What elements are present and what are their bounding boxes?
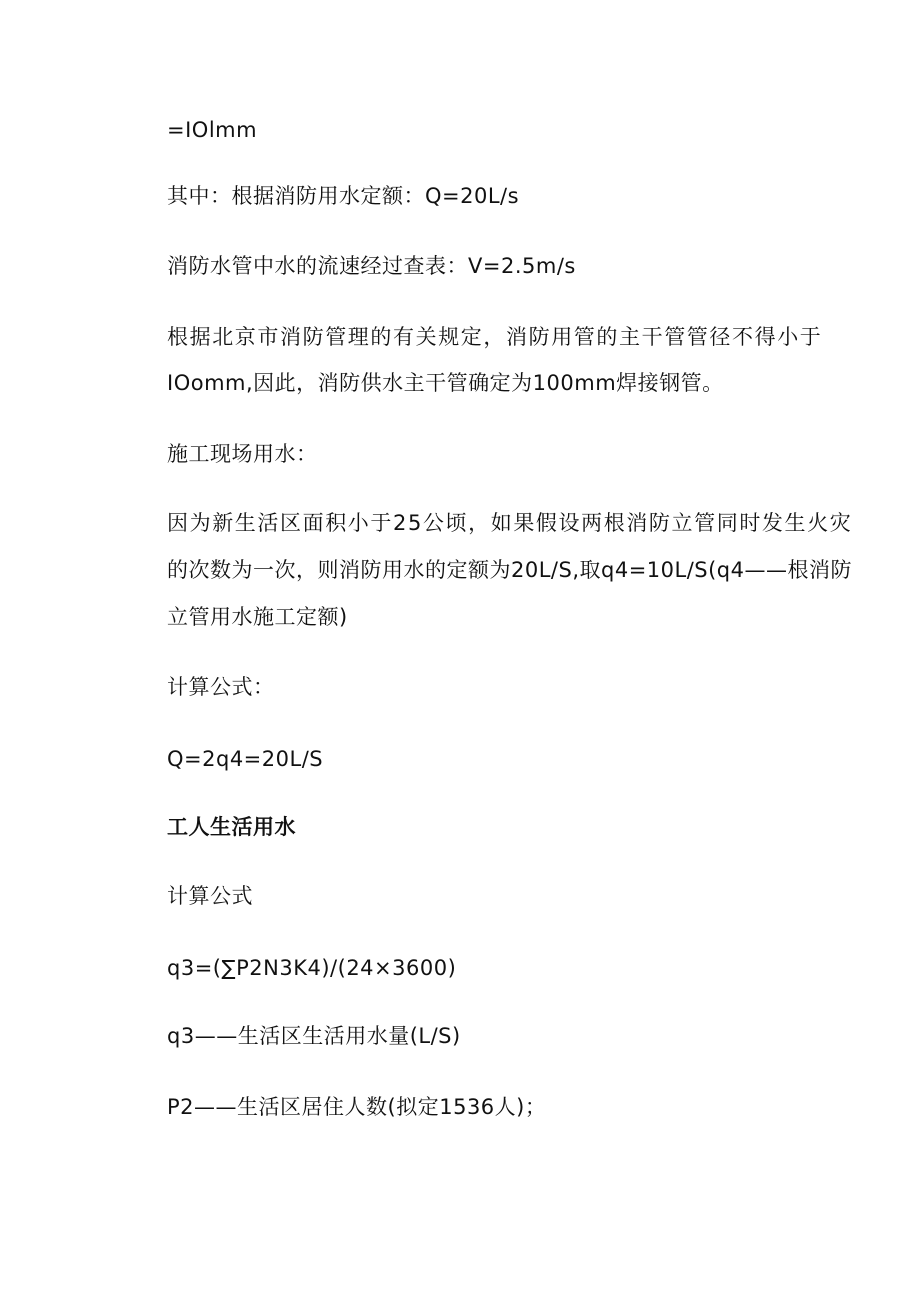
formula-label-1: 计算公式：: [167, 675, 275, 699]
formula-label-2: 计算公式: [167, 884, 253, 908]
fire-riser-paragraph-line-1: 因为新生活区面积小于25公顷，如果假设两根消防立管同时发生火灾: [167, 511, 853, 535]
regulation-paragraph-line-2: IOomm,因此，消防供水主干管确定为100mm焊接钢管。: [167, 371, 724, 395]
fire-flow-formula: Q=2q4=20L∕S: [167, 747, 324, 771]
living-water-formula: q3=(∑P2N3K4)/(24×3600): [167, 956, 457, 980]
worker-water-heading: 工人生活用水: [167, 815, 296, 839]
regulation-paragraph-line-1: 根据北京市消防管理的有关规定，消防用管的主干管管径不得小于: [167, 325, 823, 349]
q3-definition-line: q3——生活区生活用水量(L/S): [167, 1024, 461, 1048]
fire-riser-paragraph-line-3: 立管用水施工定额): [167, 605, 348, 629]
construction-water-heading: 施工现场用水：: [167, 442, 318, 466]
p2-definition-line: P2——生活区居住人数(拟定1536人)；: [167, 1095, 547, 1119]
fire-water-quota-line: 其中：根据消防用水定额：Q=20L∕s: [167, 184, 520, 208]
flow-velocity-line: 消防水管中水的流速经过查表：V=2.5m∕s: [167, 254, 576, 278]
formula-result-line: =IOlmm: [167, 118, 258, 142]
fire-riser-paragraph-line-2: 的次数为一次，则消防用水的定额为20L/S,取q4=10L∕S(q4——根消防: [167, 558, 852, 582]
